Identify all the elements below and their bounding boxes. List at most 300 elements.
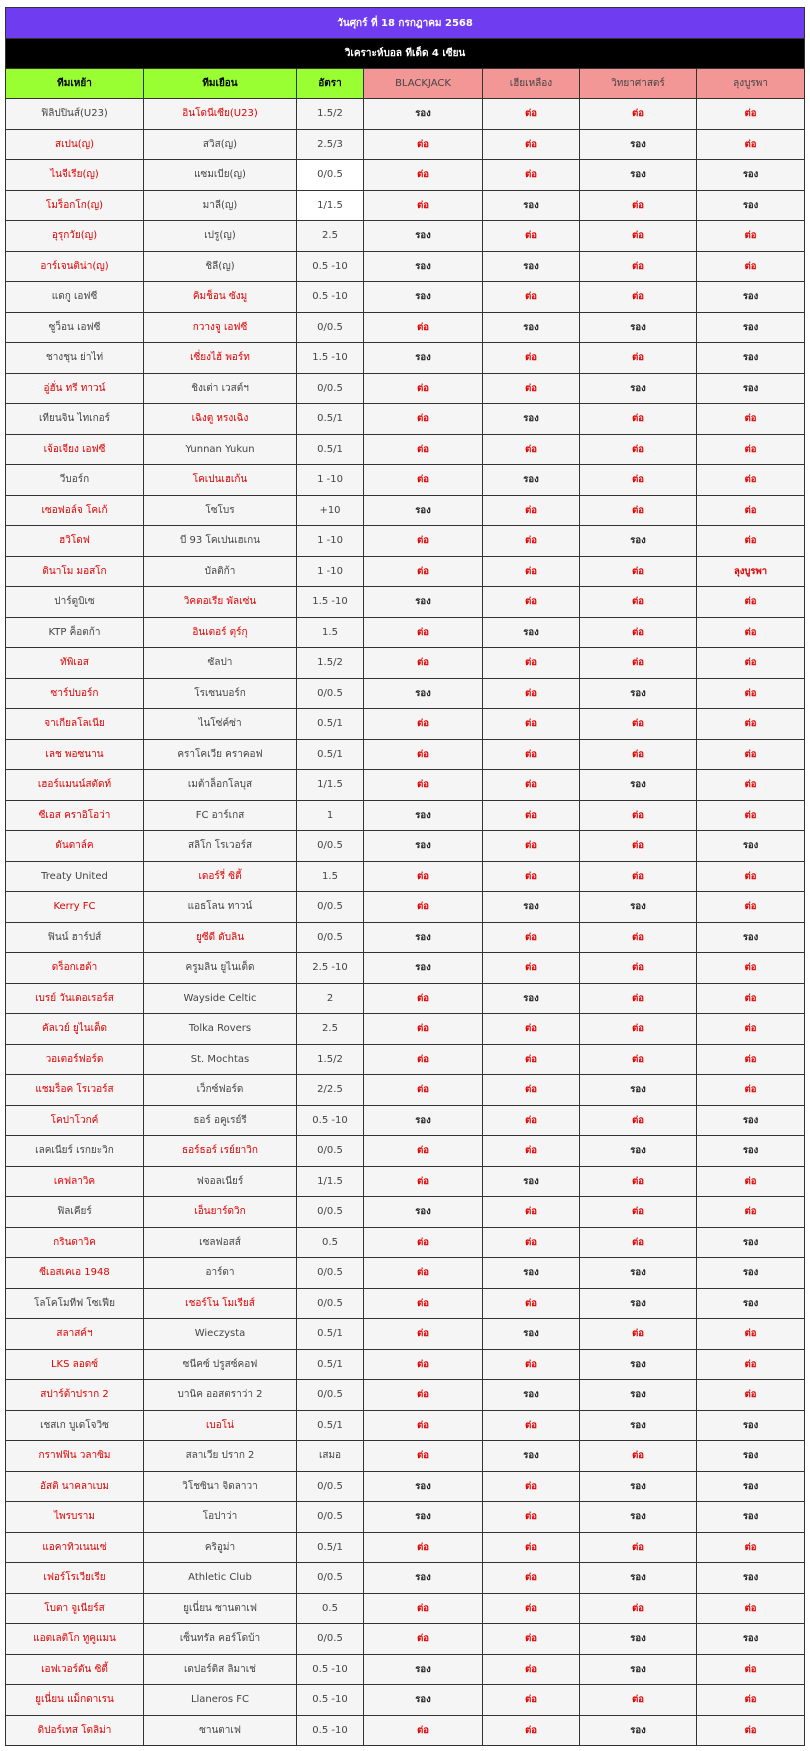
pick-lung-burapha: รอง [697, 312, 805, 343]
pick-hia-lueang: รอง [483, 312, 580, 343]
away-team: กวางจู เอฟซี [144, 312, 297, 343]
handicap: เสมอ [297, 1441, 364, 1472]
pick-blackjack: ต่อ [364, 465, 483, 496]
handicap: 2/2.5 [297, 1075, 364, 1106]
handicap: 0.5 -10 [297, 282, 364, 313]
away-team: สลิโก โรเวอร์ส [144, 831, 297, 862]
pick-blackjack: รอง [364, 1685, 483, 1716]
table-row [6, 800, 805, 831]
away-team: วิโชซินา จิดลาวา [144, 1471, 297, 1502]
pick-blackjack: ต่อ [364, 1715, 483, 1746]
handicap: 1.5/2 [297, 648, 364, 679]
pick-hia-lueang: ต่อ [483, 160, 580, 191]
pick-hia-lueang: ต่อ [483, 1502, 580, 1533]
pick-hia-lueang: ต่อ [483, 221, 580, 252]
pick-blackjack: ต่อ [364, 1624, 483, 1655]
pick-lung-burapha: ต่อ [697, 129, 805, 160]
pick-blackjack: ต่อ [364, 1044, 483, 1075]
away-team: ซนีคซ์ ปรูสซ์คอฟ [144, 1349, 297, 1380]
home-team: KTP ค็อตก้า [6, 617, 144, 648]
away-team: คิมช็อน ซังมู [144, 282, 297, 313]
home-team: กรินดาวิค [6, 1227, 144, 1258]
away-team: Yunnan Yukun [144, 434, 297, 465]
pick-blackjack: รอง [364, 1563, 483, 1594]
away-team: เซี่ยงไฮ้ พอร์ท [144, 343, 297, 374]
pick-witthayasat: ต่อ [580, 953, 697, 984]
pick-lung-burapha: ต่อ [697, 99, 805, 130]
pick-hia-lueang: ต่อ [483, 99, 580, 130]
pick-hia-lueang: ต่อ [483, 1593, 580, 1624]
away-team: ชิลี(ญ) [144, 251, 297, 282]
pick-hia-lueang: ต่อ [483, 1685, 580, 1716]
away-team: เชอร์โน โมเรียส์ [144, 1288, 297, 1319]
away-team: ธอร์ อคูเรย์รี [144, 1105, 297, 1136]
pick-witthayasat: ต่อ [580, 99, 697, 130]
pick-hia-lueang: ต่อ [483, 129, 580, 160]
away-team: เบอโน่ [144, 1410, 297, 1441]
pick-lung-burapha: รอง [697, 190, 805, 221]
pick-lung-burapha: รอง [697, 1471, 805, 1502]
col-blackjack: BLACKJACK [364, 69, 483, 99]
home-team: สเปน(ญ) [6, 129, 144, 160]
away-team: แอธโลน ทาวน์ [144, 892, 297, 923]
pick-witthayasat: ต่อ [580, 739, 697, 770]
away-team: เอ็นยาร์ดวิก [144, 1197, 297, 1228]
pick-witthayasat: รอง [580, 1410, 697, 1441]
table-row [6, 465, 805, 496]
table-row [6, 983, 805, 1014]
handicap: 0.5 [297, 1593, 364, 1624]
home-team: อุรุกวัย(ญ) [6, 221, 144, 252]
away-team: บี 93 โคเปนเฮเกน [144, 526, 297, 557]
pick-hia-lueang: รอง [483, 404, 580, 435]
handicap: 2.5 -10 [297, 953, 364, 984]
pick-blackjack: รอง [364, 1105, 483, 1136]
home-team: เฮอร์แมนน์สตัดท์ [6, 770, 144, 801]
pick-witthayasat: รอง [580, 1258, 697, 1289]
pick-lung-burapha: ต่อ [697, 800, 805, 831]
pick-hia-lueang: ต่อ [483, 800, 580, 831]
handicap: 0.5 [297, 1227, 364, 1258]
home-team: Kerry FC [6, 892, 144, 923]
pick-blackjack: ต่อ [364, 1410, 483, 1441]
table-row [6, 343, 805, 374]
pick-hia-lueang: รอง [483, 1166, 580, 1197]
handicap: 0.5/1 [297, 1532, 364, 1563]
table-row [6, 160, 805, 191]
pick-blackjack: ต่อ [364, 1075, 483, 1106]
pick-witthayasat: ต่อ [580, 1197, 697, 1228]
pick-lung-burapha: ต่อ [697, 404, 805, 435]
home-team: แอตเลติโก ทูคูแมน [6, 1624, 144, 1655]
pick-lung-burapha: ต่อ [697, 1075, 805, 1106]
pick-lung-burapha: รอง [697, 1563, 805, 1594]
pick-hia-lueang: รอง [483, 1319, 580, 1350]
pick-blackjack: ต่อ [364, 1288, 483, 1319]
pick-hia-lueang: ต่อ [483, 770, 580, 801]
pick-hia-lueang: รอง [483, 1380, 580, 1411]
handicap: 0/0.5 [297, 1197, 364, 1228]
pick-lung-burapha: ต่อ [697, 465, 805, 496]
away-team: เมต้าล็อกโลบุส [144, 770, 297, 801]
handicap: 0/0.5 [297, 1380, 364, 1411]
pick-lung-burapha: ต่อ [697, 1715, 805, 1746]
home-team: เอฟเวอร์ตัน ซิตี้ [6, 1654, 144, 1685]
pick-blackjack: ต่อ [364, 709, 483, 740]
pick-lung-burapha: ต่อ [697, 953, 805, 984]
table-row [6, 1319, 805, 1350]
pick-lung-burapha: ต่อ [697, 1166, 805, 1197]
pick-witthayasat: ต่อ [580, 800, 697, 831]
home-team: ดันดาล์ค [6, 831, 144, 862]
pick-hia-lueang: ต่อ [483, 282, 580, 313]
pick-blackjack: ต่อ [364, 648, 483, 679]
pick-hia-lueang: รอง [483, 251, 580, 282]
page-subtitle: วิเคราะห์บอล ทีเด็ด 4 เซียน [6, 39, 805, 69]
pick-hia-lueang: ต่อ [483, 922, 580, 953]
handicap: 1/1.5 [297, 1166, 364, 1197]
home-team: โมร็อกโก(ญ) [6, 190, 144, 221]
pick-lung-burapha: รอง [697, 343, 805, 374]
handicap: 1.5 [297, 861, 364, 892]
pick-blackjack: รอง [364, 343, 483, 374]
pick-blackjack: ต่อ [364, 1136, 483, 1167]
col-handicap: อัตรา [297, 69, 364, 99]
pick-blackjack: รอง [364, 1654, 483, 1685]
pick-hia-lueang: ต่อ [483, 648, 580, 679]
pick-witthayasat: ต่อ [580, 983, 697, 1014]
away-team: Wayside Celtic [144, 983, 297, 1014]
pick-witthayasat: ต่อ [580, 1014, 697, 1045]
pick-witthayasat: ต่อ [580, 1044, 697, 1075]
pick-hia-lueang: ต่อ [483, 1563, 580, 1594]
pick-lung-burapha: ต่อ [697, 1349, 805, 1380]
pick-hia-lueang: รอง [483, 983, 580, 1014]
home-team: อัสติ นาคลาเบม [6, 1471, 144, 1502]
home-team: แชมร็อค โรเวอร์ส [6, 1075, 144, 1106]
pick-blackjack: รอง [364, 251, 483, 282]
away-team: เดอร์รี่ ซิตี้ [144, 861, 297, 892]
table-body [6, 99, 805, 1746]
pick-lung-burapha: รอง [697, 1502, 805, 1533]
pick-lung-burapha: รอง [697, 1258, 805, 1289]
pick-witthayasat: รอง [580, 526, 697, 557]
col-hia-lueang: เฮียเหลือง [483, 69, 580, 99]
away-team: St. Mochtas [144, 1044, 297, 1075]
away-team: Wieczysta [144, 1319, 297, 1350]
handicap: 0/0.5 [297, 922, 364, 953]
table-row [6, 770, 805, 801]
page-title: วันศุกร์ ที่ 18 กรกฎาคม 2568 [6, 8, 805, 39]
pick-blackjack: ต่อ [364, 1349, 483, 1380]
handicap: 0/0.5 [297, 892, 364, 923]
table-row [6, 190, 805, 221]
pick-blackjack: ต่อ [364, 892, 483, 923]
pick-blackjack: รอง [364, 831, 483, 862]
away-team: คริอูม่า [144, 1532, 297, 1563]
pick-lung-burapha: รอง [697, 1410, 805, 1441]
home-team: ซาร์ปบอร์ก [6, 678, 144, 709]
col-lung-burapha: ลุงบูรพา [697, 69, 805, 99]
away-team: อาร์ดา [144, 1258, 297, 1289]
home-team: ฮวิโดฟ [6, 526, 144, 557]
pick-lung-burapha: ต่อ [697, 1044, 805, 1075]
away-team: ยูซีดี ดับลิน [144, 922, 297, 953]
home-team: เฟอร์โรเวียเรีย [6, 1563, 144, 1594]
table-row [6, 556, 805, 587]
handicap: 0.5 -10 [297, 1654, 364, 1685]
predictions-container [5, 7, 804, 1746]
table-row [6, 739, 805, 770]
away-team: เซ็นทรัล คอร์โดบ้า [144, 1624, 297, 1655]
pick-lung-burapha: รอง [697, 282, 805, 313]
away-team: ธอร์ธอร์ เรย์ยาวิก [144, 1136, 297, 1167]
table-row [6, 1288, 805, 1319]
pick-witthayasat: รอง [580, 770, 697, 801]
handicap: 0.5/1 [297, 434, 364, 465]
pick-witthayasat: ต่อ [580, 495, 697, 526]
home-team: จาเกียลโลเนีย [6, 709, 144, 740]
home-team: เชสเก บูเดโจวิซ [6, 1410, 144, 1441]
pick-witthayasat: รอง [580, 1136, 697, 1167]
table-row [6, 404, 805, 435]
pick-witthayasat: ต่อ [580, 1319, 697, 1350]
away-team: ซานตาเฟ [144, 1715, 297, 1746]
pick-blackjack: ต่อ [364, 1441, 483, 1472]
home-team: LKS ลอดซ์ [6, 1349, 144, 1380]
pick-hia-lueang: ต่อ [483, 1349, 580, 1380]
pick-witthayasat: ต่อ [580, 861, 697, 892]
table-row [6, 1715, 805, 1746]
handicap: 1.5/2 [297, 99, 364, 130]
pick-blackjack: ต่อ [364, 190, 483, 221]
home-team: ฟิลเคียร์ [6, 1197, 144, 1228]
table-row [6, 1258, 805, 1289]
home-team: ดร็อกเฮด้า [6, 953, 144, 984]
away-team: ฟจอลเนียร์ [144, 1166, 297, 1197]
handicap: 0.5/1 [297, 739, 364, 770]
table-row [6, 1105, 805, 1136]
pick-hia-lueang: ต่อ [483, 1715, 580, 1746]
pick-witthayasat: รอง [580, 129, 697, 160]
handicap: 0.5/1 [297, 404, 364, 435]
home-team: ไนจีเรีย(ญ) [6, 160, 144, 191]
pick-witthayasat: ต่อ [580, 282, 697, 313]
away-team: อินเตอร์ ตุร์กุ [144, 617, 297, 648]
pick-blackjack: ต่อ [364, 434, 483, 465]
pick-hia-lueang: ต่อ [483, 1197, 580, 1228]
pick-witthayasat: ต่อ [580, 1593, 697, 1624]
pick-lung-burapha: รอง [697, 831, 805, 862]
pick-blackjack: ต่อ [364, 556, 483, 587]
pick-blackjack: รอง [364, 221, 483, 252]
home-team: ซีเอสเคเอ 1948 [6, 1258, 144, 1289]
handicap: 2.5 [297, 221, 364, 252]
table-row [6, 1349, 805, 1380]
handicap: 0.5 -10 [297, 251, 364, 282]
home-team: เซอฟอล์จ โคเก้ [6, 495, 144, 526]
pick-lung-burapha: รอง [697, 922, 805, 953]
handicap: 0.5/1 [297, 1349, 364, 1380]
home-team: ซีเอส คราอิโอว่า [6, 800, 144, 831]
home-team: เลคเนียร์ เรกยะวิก [6, 1136, 144, 1167]
table-row [6, 1410, 805, 1441]
pick-hia-lueang: ต่อ [483, 1105, 580, 1136]
handicap: 1 [297, 800, 364, 831]
pick-lung-burapha: รอง [697, 1288, 805, 1319]
pick-witthayasat: รอง [580, 1654, 697, 1685]
table-row [6, 1471, 805, 1502]
handicap: 0/0.5 [297, 831, 364, 862]
home-team: เทียนจิน ไทเกอร์ [6, 404, 144, 435]
away-team: เฉิงตู หรงเฉิง [144, 404, 297, 435]
pick-witthayasat: รอง [580, 1075, 697, 1106]
pick-lung-burapha: ต่อ [697, 648, 805, 679]
home-team: สลาสค์ฯ [6, 1319, 144, 1350]
pick-hia-lueang: ต่อ [483, 739, 580, 770]
pick-lung-burapha: ต่อ [697, 251, 805, 282]
table-row [6, 129, 805, 160]
pick-witthayasat: ต่อ [580, 648, 697, 679]
away-team: เซลฟอสส์ [144, 1227, 297, 1258]
pick-witthayasat: ต่อ [580, 556, 697, 587]
handicap: 2.5 [297, 1014, 364, 1045]
pick-hia-lueang: รอง [483, 892, 580, 923]
pick-hia-lueang: ต่อ [483, 495, 580, 526]
table-row [6, 1593, 805, 1624]
pick-blackjack: รอง [364, 587, 483, 618]
table-row [6, 648, 805, 679]
pick-lung-burapha: ต่อ [697, 587, 805, 618]
pick-blackjack: รอง [364, 1502, 483, 1533]
table-row [6, 1532, 805, 1563]
pick-lung-burapha: รอง [697, 373, 805, 404]
home-team: ทัพิเอส [6, 648, 144, 679]
pick-hia-lueang: ต่อ [483, 587, 580, 618]
pick-witthayasat: รอง [580, 1471, 697, 1502]
away-team: เดปอร์ติส ลิมาเช่ [144, 1654, 297, 1685]
pick-lung-burapha: ต่อ [697, 1197, 805, 1228]
table-row [6, 1624, 805, 1655]
away-team: FC อาร์เกส [144, 800, 297, 831]
pick-lung-burapha: ต่อ [697, 495, 805, 526]
table-row [6, 1227, 805, 1258]
table-row [6, 526, 805, 557]
home-team: แอคาทิวเนนเซ่ [6, 1532, 144, 1563]
pick-witthayasat: ต่อ [580, 221, 697, 252]
pick-blackjack: ต่อ [364, 312, 483, 343]
handicap: 0/0.5 [297, 1624, 364, 1655]
pick-hia-lueang: รอง [483, 1258, 580, 1289]
pick-witthayasat: รอง [580, 1715, 697, 1746]
table-row [6, 1685, 805, 1716]
table-row [6, 1654, 805, 1685]
home-team: โลโคโมทีฟ โซเฟีย [6, 1288, 144, 1319]
pick-hia-lueang: ต่อ [483, 373, 580, 404]
handicap: 1.5 [297, 617, 364, 648]
pick-blackjack: รอง [364, 1197, 483, 1228]
pick-blackjack: ต่อ [364, 1593, 483, 1624]
table-row [6, 587, 805, 618]
pick-blackjack: ต่อ [364, 160, 483, 191]
handicap: 0/0.5 [297, 160, 364, 191]
away-team: ครูมลิน ยูไนเต็ด [144, 953, 297, 984]
away-team: บัลติก้า [144, 556, 297, 587]
pick-blackjack: รอง [364, 495, 483, 526]
pick-witthayasat: รอง [580, 1502, 697, 1533]
pick-hia-lueang: รอง [483, 190, 580, 221]
home-team: ชางชุน ย่าไท่ [6, 343, 144, 374]
pick-lung-burapha: ต่อ [697, 617, 805, 648]
away-team: Llaneros FC [144, 1685, 297, 1716]
col-witthayasat: วิทยาศาสตร์ [580, 69, 697, 99]
pick-witthayasat: ต่อ [580, 404, 697, 435]
handicap: 0.5 -10 [297, 1105, 364, 1136]
handicap: 2 [297, 983, 364, 1014]
pick-lung-burapha: ต่อ [697, 1319, 805, 1350]
away-team: สลาเวีย ปราก 2 [144, 1441, 297, 1472]
pick-witthayasat: รอง [580, 892, 697, 923]
home-team: เจ้อเจียง เอฟซี [6, 434, 144, 465]
handicap: 1.5 -10 [297, 587, 364, 618]
handicap: 0/0.5 [297, 1136, 364, 1167]
home-team: สปาร์ต้าปราก 2 [6, 1380, 144, 1411]
handicap: 0/0.5 [297, 373, 364, 404]
handicap: 0/0.5 [297, 1563, 364, 1594]
away-team: เว็กซ์ฟอร์ด [144, 1075, 297, 1106]
handicap: 0/0.5 [297, 1471, 364, 1502]
table-row [6, 251, 805, 282]
pick-witthayasat: ต่อ [580, 190, 697, 221]
pick-lung-burapha: ต่อ [697, 526, 805, 557]
handicap: 0.5/1 [297, 1319, 364, 1350]
away-team: ซัลปา [144, 648, 297, 679]
col-away-team: ทีมเยือน [144, 69, 297, 99]
table-row [6, 1380, 805, 1411]
away-team: แซมเบีย(ญ) [144, 160, 297, 191]
pick-hia-lueang: ต่อ [483, 343, 580, 374]
pick-hia-lueang: ต่อ [483, 953, 580, 984]
pick-witthayasat: ต่อ [580, 1685, 697, 1716]
pick-witthayasat: ต่อ [580, 434, 697, 465]
handicap: 1/1.5 [297, 190, 364, 221]
pick-blackjack: ต่อ [364, 1258, 483, 1289]
pick-lung-burapha: ต่อ [697, 221, 805, 252]
table-row [6, 617, 805, 648]
away-team: ชิงเต่า เวสต์ฯ [144, 373, 297, 404]
pick-lung-burapha: ลุงบูรพา [697, 556, 805, 587]
pick-blackjack: ต่อ [364, 617, 483, 648]
pick-hia-lueang: ต่อ [483, 861, 580, 892]
pick-witthayasat: ต่อ [580, 1227, 697, 1258]
pick-witthayasat: รอง [580, 1380, 697, 1411]
table-row [6, 1502, 805, 1533]
pick-hia-lueang: ต่อ [483, 709, 580, 740]
home-team: โคปาโวกค์ [6, 1105, 144, 1136]
pick-hia-lueang: ต่อ [483, 1044, 580, 1075]
pick-witthayasat: ต่อ [580, 465, 697, 496]
pick-lung-burapha: ต่อ [697, 983, 805, 1014]
pick-witthayasat: ต่อ [580, 617, 697, 648]
pick-witthayasat: รอง [580, 1624, 697, 1655]
table-row [6, 831, 805, 862]
handicap: 0.5 -10 [297, 1715, 364, 1746]
home-team: เคฟลาวิค [6, 1166, 144, 1197]
table-row [6, 861, 805, 892]
away-team: บานิค ออสตราว่า 2 [144, 1380, 297, 1411]
pick-witthayasat: ต่อ [580, 1105, 697, 1136]
predictions-table [5, 7, 805, 1746]
